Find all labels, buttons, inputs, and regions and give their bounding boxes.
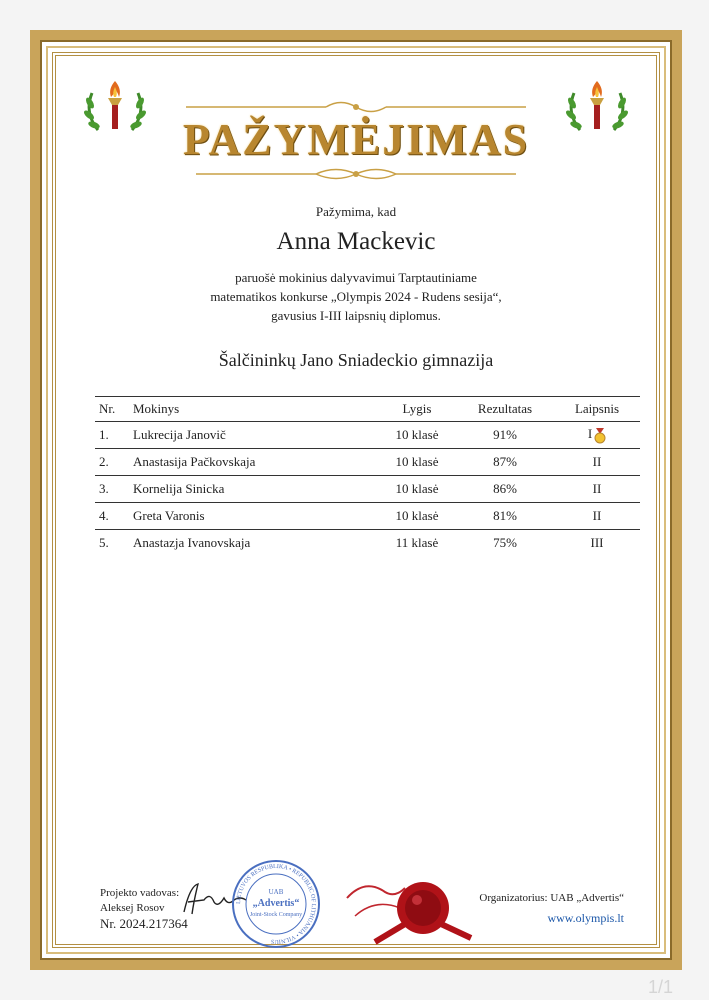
recipient-name: Anna Mackevic [276, 228, 436, 255]
organizer-block [479, 888, 624, 928]
cell-degree: II [554, 503, 640, 530]
cell-result: 86% [456, 476, 554, 503]
title-block [40, 100, 672, 183]
organizer-text: Organizatorius: UAB „Advertis“ [479, 892, 624, 904]
stamp-center-name: „Advertis“ [252, 898, 300, 909]
stamp-center-sub: Joint-Stock Company [249, 912, 303, 918]
manager-block [100, 886, 188, 931]
header-degree: Laipsnis [554, 397, 640, 422]
intro-text: Pažymima, kad [315, 204, 397, 219]
header-level: Lygis [378, 397, 456, 422]
cell-degree: II [554, 476, 640, 503]
cell-level: 10 klasė [378, 422, 456, 449]
ornament-bottom-icon [176, 165, 536, 183]
wax-seal-ribbon-icon [345, 868, 475, 948]
table-row [95, 503, 640, 530]
cell-student: Lukrecija Janovič [129, 422, 378, 449]
stamp-ring-text: LIETUVOS RESPUBLIKA • REPUBLIC OF LITHUANIA • VILNIUS [235, 863, 317, 945]
cell-student: Greta Varonis [129, 503, 378, 530]
results-table [95, 396, 640, 556]
stamp-center-top: UAB [268, 888, 284, 896]
manager-label: Projekto vadovas: [100, 887, 180, 899]
table-row [95, 422, 640, 449]
cell-nr: 3. [95, 476, 129, 503]
cell-result: 81% [456, 503, 554, 530]
cell-degree: II [554, 449, 640, 476]
cell-result: 75% [493, 535, 517, 550]
header-result: Rezultatas [456, 397, 554, 422]
certificate-number: Nr. 2024.217364 [100, 916, 188, 931]
ornament-top-icon [176, 100, 536, 114]
description-line: paruošė mokinius dalyvavimui Tarptautiniame [235, 270, 477, 285]
header-student: Mokinys [129, 397, 378, 422]
cell-student: Kornelija Sinicka [129, 476, 378, 503]
degree-value: I [587, 426, 593, 442]
cell-level: 10 klasė [378, 476, 456, 503]
table-row [95, 476, 640, 503]
certificate-title: PAŽYMĖJIMAS [182, 115, 530, 164]
manager-name: Aleksej Rosov [100, 902, 165, 914]
cell-result: 91% [456, 422, 554, 449]
certificate-page [30, 30, 682, 970]
description-line: matematikos konkurse „Olympis 2024 - Rudens sesija“, [210, 289, 502, 304]
table-row [95, 449, 640, 476]
cell-student: Anastasija Pačkovskaja [129, 449, 378, 476]
cell-level: 11 klasė [395, 535, 439, 550]
table-header-row [95, 397, 640, 422]
cell-nr: 4. [95, 503, 129, 530]
gold-medal-icon [594, 428, 606, 444]
cell-level: 10 klasė [378, 449, 456, 476]
cell-nr: 1. [95, 422, 129, 449]
cell-degree [554, 422, 640, 449]
cell-result: 87% [456, 449, 554, 476]
cell-student: Anastazja Ivanovskaja [133, 535, 251, 550]
header-nr: Nr. [95, 397, 129, 422]
page-number: 1/1 [647, 977, 673, 997]
cell-nr: 2. [95, 449, 129, 476]
description [40, 268, 672, 325]
cell-nr: 5. [99, 535, 109, 550]
company-stamp-icon [230, 858, 322, 950]
cell-degree: III [590, 535, 604, 550]
table-row [95, 530, 640, 557]
description-line: gavusius I-III laipsnių diplomus. [271, 308, 441, 323]
website-link[interactable]: www.olympis.lt [547, 911, 624, 925]
school-name: Šalčininkų Jano Sniadeckio gimnazija [218, 350, 494, 370]
cell-level: 10 klasė [378, 503, 456, 530]
